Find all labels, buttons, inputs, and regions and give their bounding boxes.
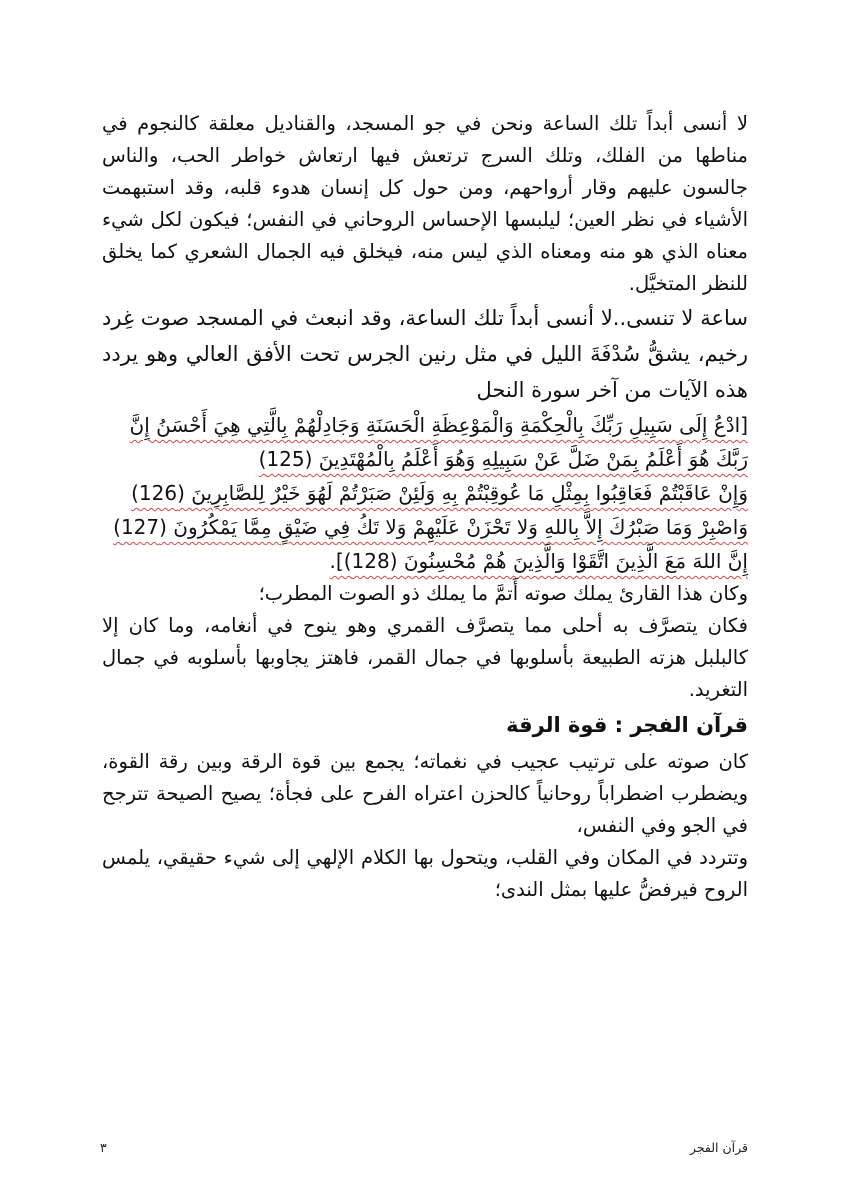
page-body xyxy=(102,108,748,906)
verse-127: وَاصْبِرْ وَمَا صَبْرُكَ إِلاَّ بِاللهِ وَلا تَحْزَنْ عَلَيْهِمْ وَلا تَكُ فِي ضَيْقٍ مِمَّا يَمْكُرُونَ (127) xyxy=(113,515,748,539)
opening-paragraph: لا أنسى أبداً تلك الساعة ونحن في جو المسجد، والقناديل معلقة كالنجوم في مناطها من الفلك، وتلك السرج ترتعش فيها ارتعاش خواطر الحب، والناس جالسون عليهم وقار أرواحهم، ومن حول كل إنسان هدوء قلبه، وقد استبهمت الأشياء في نظر العين؛ ليلبسها الإحساس الروحاني في النفس؛ فيكون لكل شيء معناه الذي هو منه ومعناه الذي ليس منه، فيخلق فيه الجمال الشعري كما يخلق للنظر المتخيَّل. xyxy=(102,112,748,295)
page-footer xyxy=(0,1140,852,1164)
verse-128: إِنَّ اللهَ مَعَ الَّذِينَ اتَّقَوْا وَالَّذِينَ هُمْ مُحْسِنُونَ (128)]. xyxy=(329,549,748,573)
second-paragraph: ساعة لا تنسى..لا أنسى أبداً تلك الساعة، وقد انبعث في المسجد صوت غِرد رخيم، يشقُّ سُدْفَةَ الليل في مثل رنين الجرس تحت الأفق العالي وهو يردد هذه الآيات من آخر سورة النحل xyxy=(102,306,748,402)
verse-125: [ادْعُ إِلَى سَبِيلِ رَبِّكَ بِالْحِكْمَةِ وَالْمَوْعِظَةِ الْحَسَنَةِ وَجَادِلْهُمْ بِالَّتِي هِيَ أَحْسَنُ إِنَّ رَبَّكَ هُوَ أَعْلَمُ بِمَنْ ضَلَّ عَنْ سَبِيلِهِ وَهُوَ أَعْلَمُ بِالْمُهْتَدِينَ (125) xyxy=(129,413,748,471)
section-paragraph-1: كان صوته على ترتيب عجيب في نغماته؛ يجمع بين قوة الرقة وبين رقة القوة، ويضطرب اضطراباً روحانياً كالحزن اعتراه الفرح على فجأة؛ يصيح الصيحة تترجح في الجو وفي النفس، xyxy=(102,750,748,837)
nightingale-paragraph: فكان يتصرَّف به أحلى مما يتصرَّف القمري وهو ينوح في أنغامه، وما كان إلا كالبلبل هزته الطبيعة بأسلوبها في جمال القمر، فاهتز يجاوبها بأسلوبه في جمال التغريد. xyxy=(102,614,748,701)
reciter-paragraph: وكان هذا القارئ يملك صوته أَتمَّ ما يملك ذو الصوت المطرب؛ xyxy=(258,582,748,605)
section-heading: قرآن الفجر : قوة الرقة xyxy=(506,713,748,737)
footer-book-title: قرآن الفجر xyxy=(689,1140,748,1155)
verse-126: وَإِنْ عَاقَبْتُمْ فَعَاقِبُوا بِمِثْلِ مَا عُوقِبْتُمْ بِهِ وَلَئِنْ صَبَرْتُمْ لَهُوَ خَيْرٌ لِلصَّابِرِينَ (126) xyxy=(131,481,748,505)
page-number: ٣ xyxy=(100,1140,107,1155)
quran-verses xyxy=(102,408,748,578)
section-paragraph-2: وتتردد في المكان وفي القلب، ويتحول بها الكلام الإلهي إلى شيء حقيقي، يلمس الروح فيرفضُّ عليها بمثل الندى؛ xyxy=(102,846,748,901)
